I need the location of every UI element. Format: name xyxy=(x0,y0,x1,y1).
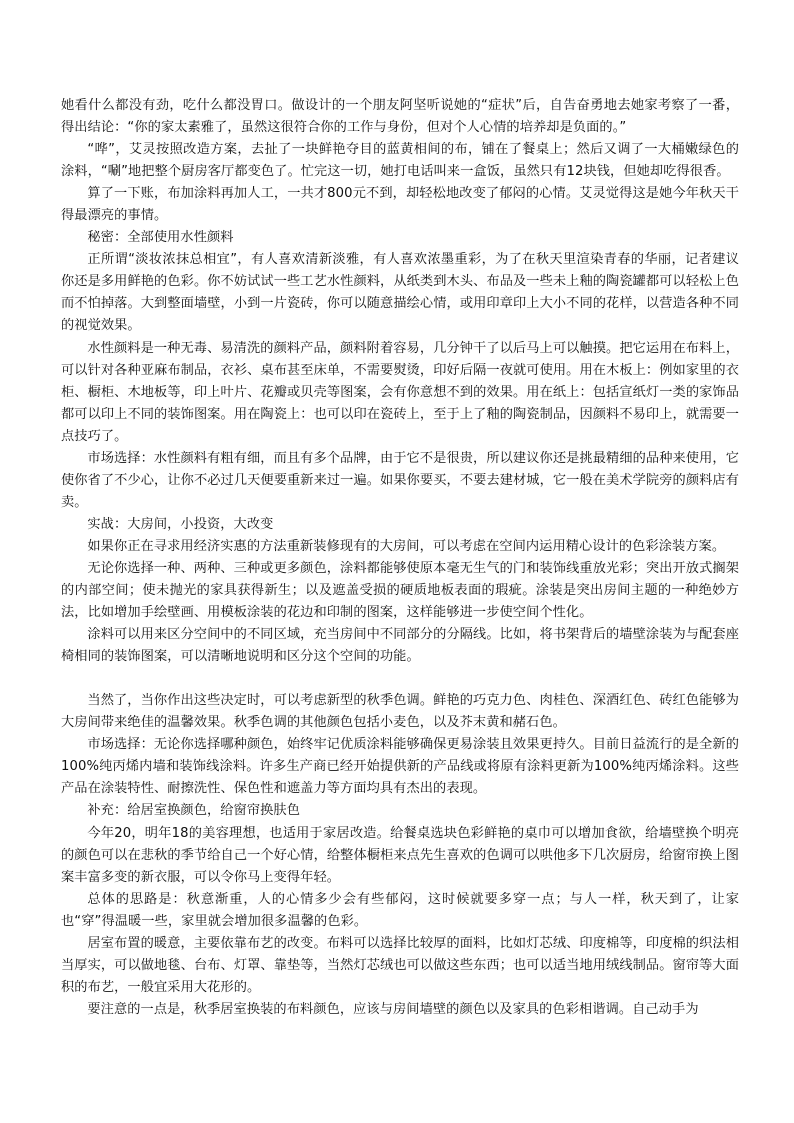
paragraph: 正所谓“淡妆浓抹总相宜”，有人喜欢清新淡雅，有人喜欢浓墨重彩，为了在秋天里渲染青春的华丽，记者建议你还是多用鲜艳的色彩。你不妨试试一些工艺水性颜料，从纸类到木头、布品及一些未上釉的陶瓷罐都可以轻松上色而不怕掉落。大到整面墙壁，小到一片瓷砖，你可以随意描绘心情，或用印章印上大小不同的花样，以营造各种不同的视觉效果。 xyxy=(61,252,739,334)
document-body xyxy=(61,95,739,1021)
paragraph: 市场选择：无论你选择哪种颜色，始终牢记优质涂料能够确保更易涂装且效果更持久。目前日益流行的是全新的100%纯丙烯内墙和装饰线涂料。许多生产商已经开始提供新的产品线或将原有涂料更新为100%纯丙烯涂料。这些产品在涂装特性、耐擦洗性、保色性和遮盖力等方面均具有杰出的表现。 xyxy=(61,737,739,797)
paragraph: “哗”，艾灵按照改造方案，去扯了一块鲜艳夺目的蓝黄相间的布，铺在了餐桌上；然后又调了一大桶嫩绿色的涂料，“唰”地把整个厨房客厅都变色了。忙完这一切，她打电话叫来一盒饭，虽然只有12块钱，但她却吃得很香。 xyxy=(61,142,739,180)
section-heading: 补充：给居室换颜色，给窗帘换肤色 xyxy=(87,803,300,819)
paragraph: 算了一下账，布加涂料再加人工，一共才800元不到，却轻松地改变了郁闷的心情。艾灵觉得这是她今年秋天干得最漂亮的事情。 xyxy=(61,186,739,224)
paragraph: 水性颜料是一种无毒、易清洗的颜料产品，颜料附着容易，几分钟干了以后马上可以触摸。把它运用在布料上，可以针对各种亚麻布制品，衣衫、桌布甚至床单，不需要熨烫，印好后隔一夜就可使用。用在木板上：例如家里的衣柜、橱柜、木地板等，印上叶片、花瓣或贝壳等图案，会有你意想不到的效果。用在纸上：包括宣纸灯一类的家饰品都可以印上不同的装饰图案。用在陶瓷上：也可以印在瓷砖上，至于上了釉的陶瓷制品，因颜料不易印上，就需要一点技巧了。 xyxy=(61,340,739,444)
paragraph: 今年20，明年18的美容理想，也适用于家居改造。给餐桌选块色彩鲜艳的桌巾可以增加食欲，给墙壁换个明亮的颜色可以在悲秋的季节给自己一个好心情，给整体橱柜来点先生喜欢的色调可以哄他多下几次厨房，给窗帘换上图案丰富多变的新衣服，可以令你马上变得年轻。 xyxy=(61,825,739,885)
paragraph: 要注意的一点是，秋季居室换装的布料颜色，应该与房间墙壁的颜色以及家具的色彩相谐调。自己动手为 xyxy=(87,1001,699,1017)
paragraph: 当然了，当你作出这些决定时，可以考虑新型的秋季色调。鲜艳的巧克力色、肉桂色、深酒红色、砖红色能够为大房间带来绝佳的温馨效果。秋季色调的其他颜色包括小麦色，以及芥末黄和赭石色。 xyxy=(61,693,739,731)
section-heading: 秘密：全部使用水性颜料 xyxy=(87,230,234,246)
blank-line xyxy=(61,668,739,690)
paragraph: 涂料可以用来区分空间中的不同区域，充当房间中不同部分的分隔线。比如，将书架背后的墙壁涂装为与配套座椅相同的装饰图案，可以清晰地说明和区分这个空间的功能。 xyxy=(61,627,739,665)
paragraph: 总体的思路是：秋意渐重，人的心情多少会有些郁闷，这时候就要多穿一点；与人一样，秋天到了，让家也“穿”得温暖一些，家里就会增加很多温馨的色彩。 xyxy=(61,891,739,929)
paragraph: 居室布置的暖意，主要依靠布艺的改变。布料可以选择比较厚的面料，比如灯芯绒、印度棉等，印度棉的织法相当厚实，可以做地毯、台布、灯罩、靠垫等，当然灯芯绒也可以做这些东西；也可以适当地用绒线制品。窗帘等大面积的布艺，一般宜采用大花形的。 xyxy=(61,935,739,995)
section-heading: 实战：大房间，小投资，大改变 xyxy=(87,516,274,532)
paragraph: 市场选择：水性颜料有粗有细，而且有多个品牌，由于它不是很贵，所以建议你还是挑最精细的品种来使用，它使你省了不少心，让你不必过几天便要重新来过一遍。如果你要买，不要去建材城，它一般在美术学院旁的颜料店有卖。 xyxy=(61,450,739,510)
paragraph: 如果你正在寻求用经济实惠的方法重新装修现有的大房间，可以考虑在空间内运用精心设计的色彩涂装方案。 xyxy=(87,538,726,554)
paragraph: 无论你选择一种、两种、三种或更多颜色，涂料都能够使原本毫无生气的门和装饰线重放光彩；突出开放式搁架的内部空间；使未抛光的家具获得新生；以及遮盖受损的硬质地板表面的瑕疵。涂装是突出房间主题的一种绝妙方法，比如增加手绘壁画、用模板涂装的花边和印制的图案，这样能够进一步使空间个性化。 xyxy=(61,560,739,621)
paragraph: 她看什么都没有劲，吃什么都没胃口。做设计的一个朋友阿坚听说她的“症状”后，自告奋勇地去她家考察了一番，得出结论：“你的家太素雅了，虽然这很符合你的工作与身份，但对个人心情的培养却是负面的。” xyxy=(61,98,739,136)
